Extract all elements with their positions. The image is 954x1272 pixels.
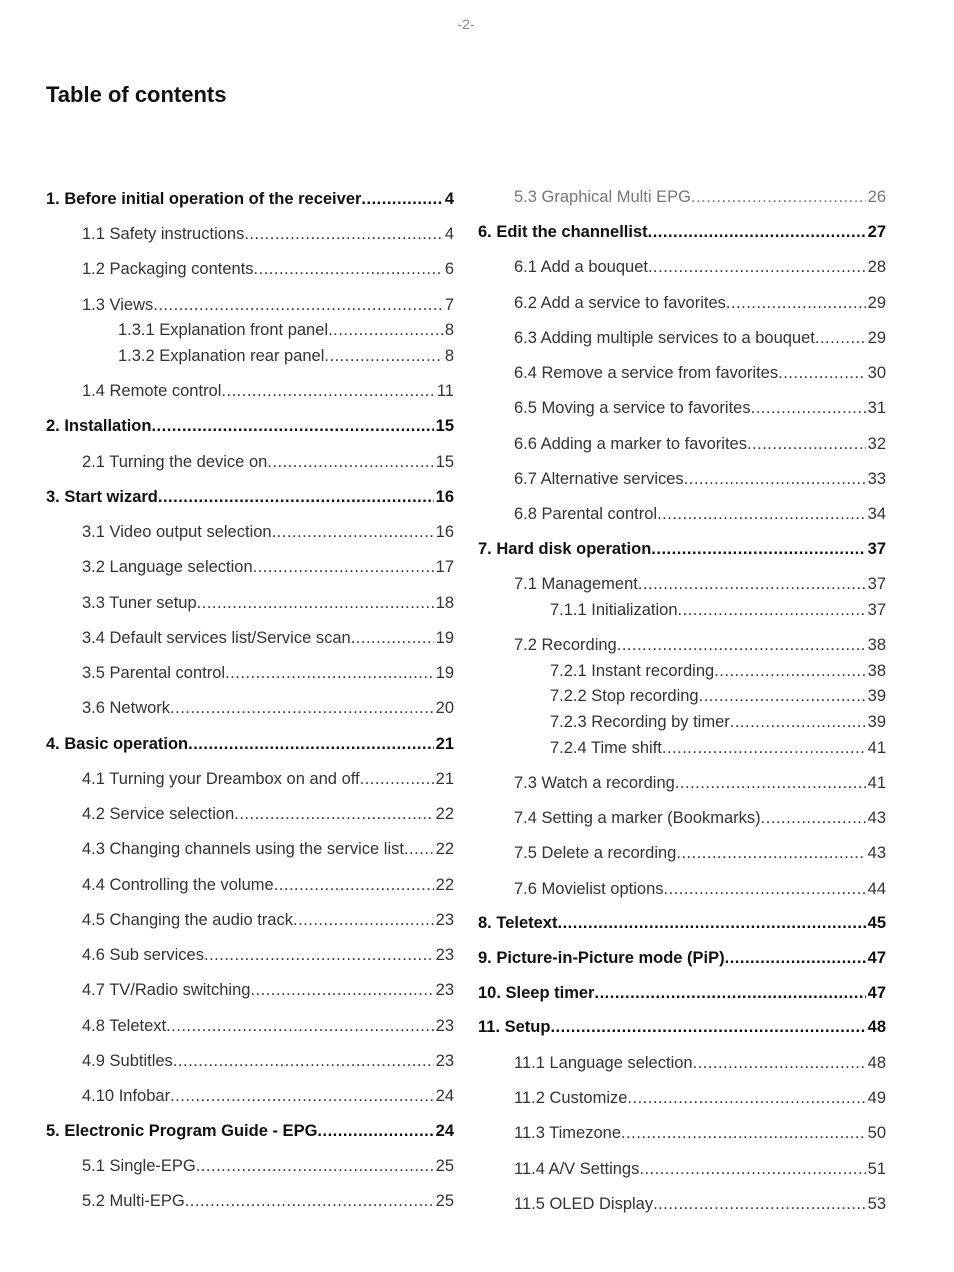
toc-entry-page: 27: [867, 223, 886, 241]
toc-entry-page: 37: [867, 540, 886, 558]
toc-dot-leader: [627, 1087, 865, 1109]
toc-dot-leader: [747, 433, 866, 455]
toc-dot-leader: [675, 772, 866, 794]
toc-dot-leader: [662, 737, 866, 759]
toc-entry: [46, 486, 454, 508]
toc-dot-leader: [648, 256, 866, 278]
toc-entry: [514, 468, 886, 490]
toc-entry-title: 4.10 Infobar: [82, 1087, 171, 1105]
toc-entry-page: 39: [867, 713, 886, 731]
toc-dot-leader: [557, 912, 865, 934]
toc-entry-page: 37: [867, 601, 886, 619]
toc-entry: [478, 947, 886, 969]
toc-entry-page: 28: [867, 258, 886, 276]
toc-entry-page: 23: [435, 1052, 454, 1070]
toc-entry-page: 6: [444, 260, 454, 278]
toc-entry: [550, 737, 886, 759]
toc-entry-title: 7.5 Delete a recording: [514, 844, 677, 862]
toc-entry-page: 25: [435, 1192, 454, 1210]
toc-entry-title: 3.2 Language selection: [82, 558, 253, 576]
toc-dot-leader: [234, 803, 433, 825]
toc-entry: [46, 1120, 454, 1142]
toc-entry-page: 33: [867, 470, 886, 488]
toc-entry-title: 6.5 Moving a service to favorites: [514, 399, 751, 417]
toc-entry: [118, 345, 454, 367]
toc-dot-leader: [621, 1122, 866, 1144]
toc-dot-leader: [726, 292, 866, 314]
toc-entry-page: 29: [867, 294, 886, 312]
toc-dot-leader: [317, 1120, 433, 1142]
toc-entry: [514, 256, 886, 278]
toc-entry-page: 22: [435, 840, 454, 858]
toc-entry-title: 1.3.2 Explanation rear panel: [118, 347, 325, 365]
toc-entry: [82, 662, 454, 684]
toc-entry: [82, 1155, 454, 1177]
toc-dot-leader: [153, 294, 443, 316]
toc-entry-page: 34: [867, 505, 886, 523]
toc-entry: [514, 503, 886, 525]
toc-entry-page: 24: [435, 1122, 454, 1140]
toc-entry-title: 6.2 Add a service to favorites: [514, 294, 726, 312]
toc-entry: [514, 327, 886, 349]
toc-entry-page: 23: [435, 1017, 454, 1035]
toc-dot-leader: [594, 982, 865, 1004]
toc-entry: [82, 592, 454, 614]
toc-entry: [82, 803, 454, 825]
toc-entry-page: 22: [435, 805, 454, 823]
toc-entry-page: 19: [435, 629, 454, 647]
toc-entry-page: 45: [867, 914, 886, 932]
toc-dot-leader: [221, 380, 434, 402]
toc-entry-title: 4.9 Subtitles: [82, 1052, 173, 1070]
toc-entry: [82, 909, 454, 931]
toc-dot-leader: [254, 258, 443, 280]
toc-entry-page: 49: [867, 1089, 886, 1107]
toc-entry-title: 6.3 Adding multiple services to a bouquet: [514, 329, 815, 347]
toc-entry-title: 7.2.2 Stop recording: [550, 687, 699, 705]
toc-dot-leader: [815, 327, 866, 349]
toc-entry-page: 44: [867, 880, 886, 898]
toc-entry: [514, 397, 886, 419]
toc-dot-leader: [170, 1085, 434, 1107]
toc-entry-title: 8. Teletext: [478, 914, 558, 932]
toc-entry: [550, 660, 886, 682]
toc-entry-title: 11.3 Timezone: [514, 1124, 622, 1142]
toc-entry: [514, 1158, 886, 1180]
toc-entry: [82, 521, 454, 543]
toc-entry-title: 1.1 Safety instructions: [82, 225, 245, 243]
toc-dot-leader: [188, 733, 434, 755]
toc-entry-title: 6.8 Parental control: [514, 505, 658, 523]
toc-entry-page: 4: [444, 190, 454, 208]
toc-entry-title: 4. Basic operation: [46, 735, 189, 753]
toc-entry-title: 2.1 Turning the device on: [82, 453, 268, 471]
toc-entry-page: 39: [867, 687, 886, 705]
toc-entry: [82, 838, 454, 860]
toc-dot-leader: [173, 1050, 434, 1072]
toc-entry-page: 16: [435, 488, 454, 506]
toc-entry-title: 2. Installation: [46, 417, 152, 435]
toc-dot-leader: [778, 362, 866, 384]
toc-entry-title: 11.2 Customize: [514, 1089, 628, 1107]
toc-entry: [550, 685, 886, 707]
toc-entry-title: 11.1 Language selection: [514, 1054, 693, 1072]
toc-entry: [82, 768, 454, 790]
toc-dot-leader: [197, 592, 434, 614]
toc-entry-title: 7.2.1 Instant recording: [550, 662, 715, 680]
toc-entry: [514, 1193, 886, 1215]
toc-entry-title: 4.2 Service selection: [82, 805, 235, 823]
toc-entry-page: 17: [435, 558, 454, 576]
toc-entry-title: 7.2.4 Time shift: [550, 739, 662, 757]
toc-entry-title: 10. Sleep timer: [478, 984, 595, 1002]
toc-entry: [82, 380, 454, 402]
toc-dot-leader: [638, 573, 866, 595]
toc-entry: [118, 319, 454, 341]
page-number: -2-: [457, 16, 475, 32]
toc-dot-leader: [272, 521, 434, 543]
toc-entry-page: 41: [867, 739, 886, 757]
toc-entry: [514, 634, 886, 656]
toc-dot-leader: [761, 807, 866, 829]
toc-entry-title: 7.1.1 Initialization: [550, 601, 678, 619]
toc-entry: [478, 221, 886, 243]
toc-entry: [550, 711, 886, 733]
toc-entry: [82, 258, 454, 280]
toc-dot-leader: [250, 979, 433, 1001]
toc-entry: [82, 451, 454, 473]
toc-dot-leader: [676, 842, 865, 864]
toc-entry-title: 11.4 A/V Settings: [514, 1160, 640, 1178]
toc-dot-leader: [693, 1052, 866, 1074]
toc-dot-leader: [351, 627, 434, 649]
toc-entry: [514, 772, 886, 794]
toc-entry: [46, 188, 454, 210]
toc-entry-title: 6.7 Alternative services: [514, 470, 684, 488]
toc-entry-title: 6.6 Adding a marker to favorites: [514, 435, 747, 453]
toc-entry-title: 4.1 Turning your Dreambox on and off: [82, 770, 360, 788]
toc-entry-page: 47: [867, 949, 886, 967]
toc-dot-leader: [699, 685, 866, 707]
toc-dot-leader: [166, 1015, 434, 1037]
toc-entry: [514, 807, 886, 829]
toc-dot-leader: [204, 944, 434, 966]
toc-dot-leader: [253, 556, 434, 578]
toc-dot-leader: [730, 711, 866, 733]
toc-entry-title: 11.5 OLED Display: [514, 1195, 654, 1213]
toc-entry-title: 6. Edit the channellist: [478, 223, 648, 241]
toc-entry-page: 31: [867, 399, 886, 417]
toc-dot-leader: [725, 947, 866, 969]
toc-entry-page: 7: [444, 296, 454, 314]
toc-entry-page: 53: [867, 1195, 886, 1213]
toc-entry-title: 4.3 Changing channels using the service list: [82, 840, 404, 858]
toc-entry: [514, 362, 886, 384]
toc-dot-leader: [684, 468, 866, 490]
toc-entry-page: 41: [867, 774, 886, 792]
toc-entry-title: 4.4 Controlling the volume: [82, 876, 274, 894]
toc-entry: [514, 842, 886, 864]
toc-entry-page: 51: [867, 1160, 886, 1178]
toc-entry-title: 3.1 Video output selection: [82, 523, 272, 541]
toc-entry: [514, 1122, 886, 1144]
toc-entry-page: 30: [867, 364, 886, 382]
toc-entry-page: 21: [435, 735, 454, 753]
toc-dot-leader: [267, 451, 433, 473]
toc-entry: [82, 979, 454, 1001]
toc-entry-page: 24: [435, 1087, 454, 1105]
toc-dot-leader: [324, 345, 442, 367]
toc-entry: [82, 944, 454, 966]
toc-entry-page: 43: [867, 809, 886, 827]
toc-entry-title: 6.4 Remove a service from favorites: [514, 364, 779, 382]
toc-entry-title: 3.6 Network: [82, 699, 171, 717]
toc-entry-page: 8: [444, 347, 454, 365]
toc-entry-page: 38: [867, 662, 886, 680]
toc-entry-page: 21: [435, 770, 454, 788]
toc-entry-page: 4: [444, 225, 454, 243]
toc-entry-page: 43: [867, 844, 886, 862]
toc-entry-title: 7.3 Watch a recording: [514, 774, 675, 792]
toc-entry-title: 7.2.3 Recording by timer: [550, 713, 730, 731]
toc-entry: [82, 1015, 454, 1037]
toc-entry-page: 18: [435, 594, 454, 612]
toc-entry: [46, 415, 454, 437]
toc-dot-leader: [653, 1193, 866, 1215]
toc-entry-title: 1.3.1 Explanation front panel: [118, 321, 329, 339]
toc-entry: [82, 1085, 454, 1107]
toc-entry-page: 16: [435, 523, 454, 541]
toc-entry: [82, 223, 454, 245]
toc-entry: [550, 599, 886, 621]
page-title: Table of contents: [46, 82, 227, 107]
toc-entry-page: 15: [435, 417, 454, 435]
toc-entry: [478, 982, 886, 1004]
toc-entry-title: 4.8 Teletext: [82, 1017, 167, 1035]
toc-entry: [82, 697, 454, 719]
toc-entry-page: 15: [435, 453, 454, 471]
toc-entry-page: 19: [435, 664, 454, 682]
toc-entry-page: 25: [435, 1157, 454, 1175]
toc-entry-page: 22: [435, 876, 454, 894]
toc-entry-title: 7.2 Recording: [514, 636, 617, 654]
toc-entry-title: 3.3 Tuner setup: [82, 594, 197, 612]
toc-entry: [82, 556, 454, 578]
toc-dot-leader: [639, 1158, 865, 1180]
toc-entry: [82, 1050, 454, 1072]
toc-dot-leader: [196, 1155, 434, 1177]
toc-entry: [514, 1052, 886, 1074]
toc-entry-title: 3. Start wizard: [46, 488, 158, 506]
toc-dot-leader: [751, 397, 866, 419]
toc-entry: [46, 733, 454, 755]
toc-entry-page: 48: [867, 1018, 886, 1036]
toc-dot-leader: [617, 634, 866, 656]
toc-entry: [82, 294, 454, 316]
toc-dot-leader: [185, 1190, 434, 1212]
toc-entry-title: 1. Before initial operation of the receiver: [46, 190, 362, 208]
toc-entry-title: 4.7 TV/Radio switching: [82, 981, 251, 999]
toc-entry-title: 11. Setup: [478, 1018, 551, 1036]
toc-dot-leader: [360, 768, 434, 790]
toc-dot-leader: [158, 486, 434, 508]
toc-entry: [82, 627, 454, 649]
toc-dot-leader: [714, 660, 865, 682]
toc-entry-title: 4.6 Sub services: [82, 946, 204, 964]
toc-dot-leader: [404, 838, 434, 860]
toc-entry-page: 23: [435, 911, 454, 929]
toc-dot-leader: [151, 415, 433, 437]
toc-entry-title: 3.5 Parental control: [82, 664, 226, 682]
toc-entry-page: 48: [867, 1054, 886, 1072]
toc-entry-page: 37: [867, 575, 886, 593]
toc-dot-leader: [225, 662, 434, 684]
toc-dot-leader: [664, 878, 866, 900]
toc-entry: [478, 912, 886, 934]
toc-dot-leader: [361, 188, 442, 210]
toc-dot-leader: [648, 221, 866, 243]
toc-dot-leader: [328, 319, 443, 341]
toc-entry-page: 20: [435, 699, 454, 717]
toc-dot-leader: [657, 503, 866, 525]
toc-entry: [514, 186, 886, 208]
toc-entry-title: 5.1 Single-EPG: [82, 1157, 196, 1175]
toc-dot-leader: [678, 599, 866, 621]
toc-entry: [514, 433, 886, 455]
toc-entry-title: 3.4 Default services list/Service scan: [82, 629, 351, 647]
toc-entry-title: 7. Hard disk operation: [478, 540, 652, 558]
toc-entry-page: 26: [867, 188, 886, 206]
toc-dot-leader: [651, 538, 865, 560]
toc-entry: [82, 874, 454, 896]
toc-entry-page: 23: [435, 946, 454, 964]
toc-entry-title: 4.5 Changing the audio track: [82, 911, 293, 929]
toc-entry-page: 8: [444, 321, 454, 339]
toc-entry-title: 1.2 Packaging contents: [82, 260, 254, 278]
toc-entry: [478, 538, 886, 560]
toc-entry-title: 1.3 Views: [82, 296, 154, 314]
toc-entry-page: 23: [435, 981, 454, 999]
toc-entry-title: 7.1 Management: [514, 575, 638, 593]
toc-entry: [478, 1016, 886, 1038]
toc-entry: [514, 573, 886, 595]
toc-dot-leader: [274, 874, 434, 896]
toc-entry: [514, 1087, 886, 1109]
toc-entry: [514, 292, 886, 314]
toc-entry-page: 47: [867, 984, 886, 1002]
toc-entry-page: 50: [867, 1124, 886, 1142]
toc-entry: [82, 1190, 454, 1212]
toc-entry: [514, 878, 886, 900]
toc-entry-title: 5. Electronic Program Guide - EPG: [46, 1122, 318, 1140]
toc-dot-leader: [293, 909, 434, 931]
toc-entry-title: 7.6 Movielist options: [514, 880, 664, 898]
toc-dot-leader: [244, 223, 442, 245]
toc-entry-title: 6.1 Add a bouquet: [514, 258, 648, 276]
toc-dot-leader: [691, 186, 866, 208]
toc-entry-title: 1.4 Remote control: [82, 382, 222, 400]
toc-dot-leader: [550, 1016, 865, 1038]
toc-dot-leader: [170, 697, 434, 719]
toc-entry-page: 29: [867, 329, 886, 347]
toc-entry-title: 7.4 Setting a marker (Bookmarks): [514, 809, 761, 827]
toc-entry-page: 38: [867, 636, 886, 654]
toc-entry-title: 9. Picture-in-Picture mode (PiP): [478, 949, 725, 967]
toc-entry-page: 11: [436, 382, 454, 400]
toc-entry-page: 32: [867, 435, 886, 453]
toc-entry-title: 5.3 Graphical Multi EPG: [514, 188, 691, 206]
toc-entry-title: 5.2 Multi-EPG: [82, 1192, 185, 1210]
